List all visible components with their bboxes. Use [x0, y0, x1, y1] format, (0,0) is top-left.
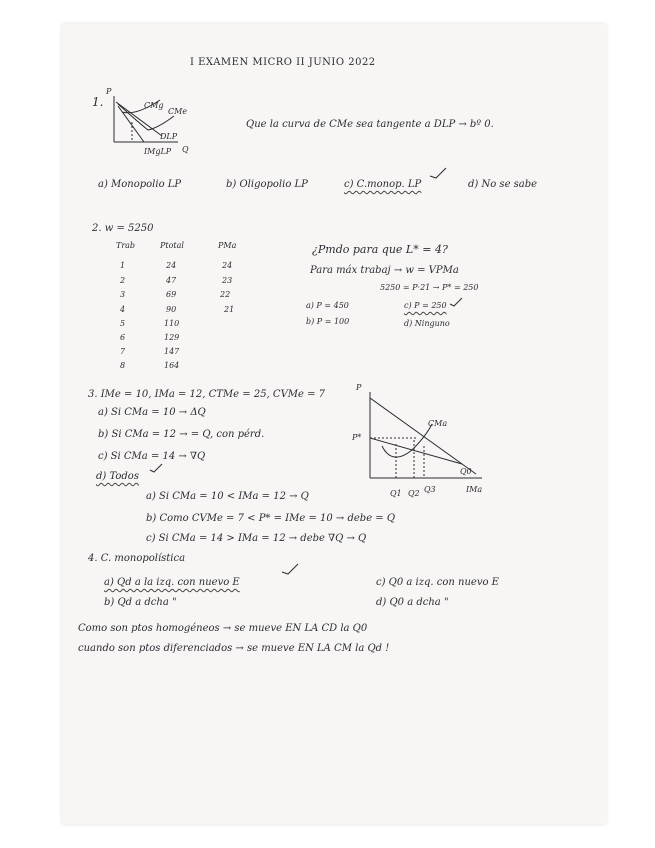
q3-q3-label: Q3	[424, 485, 436, 494]
q3-q2-label: Q2	[408, 489, 420, 498]
q4-option-b: b) Qd a dcha "	[104, 597, 177, 608]
q3-option-c: c) Si CMa = 14 → ∇Q	[98, 451, 206, 462]
q3-option-b: b) Si CMa = 12 → = Q, con pérd.	[98, 429, 265, 440]
q1-option-a: a) Monopolio LP	[98, 179, 182, 190]
q2-r6-trab: 6	[120, 333, 126, 342]
q2-r8-pt: 164	[164, 361, 180, 370]
q2-col-pma: PMa	[218, 241, 237, 250]
q4-note2: cuando son ptos diferenciados → se mueve EN LA CM la Qd !	[78, 643, 390, 654]
q1-img-label: IMgLP	[144, 147, 172, 156]
q1-statement: Que la curva de CMe sea tangente a DLP → bº 0.	[246, 119, 494, 130]
q2-line1: Para máx trabaj → w = VPMa	[310, 265, 459, 276]
q2-question: ¿Pmdo para que L* = 4?	[312, 243, 448, 256]
q2-col-trab: Trab	[116, 241, 136, 250]
q1-check-icon	[428, 166, 448, 180]
q3-check-icon	[148, 462, 164, 474]
q1-cme-label: CMe	[168, 107, 188, 116]
q3-p-label: P	[356, 383, 362, 392]
q2-r4-pma: 21	[224, 305, 235, 314]
q3-demand-line	[370, 438, 462, 464]
q3-expl-c: c) Si CMa = 14 > IMa = 12 → debe ∇Q → Q	[146, 533, 367, 544]
q1-cmg-label: CMg	[144, 101, 164, 110]
q2-r3-pt: 69	[166, 290, 177, 299]
q2-header: 2. w = 5250	[92, 223, 154, 234]
q2-option-d: d) Ninguno	[404, 319, 450, 328]
q1-dlp-label: DLP	[160, 132, 178, 141]
q3-option-d: d) Todos	[96, 471, 139, 482]
q3-q0-label: Q0	[460, 467, 472, 476]
q2-check-icon	[448, 296, 464, 308]
q3-header: 3. IMe = 10, IMa = 12, CTMe = 25, CVMe = 7	[88, 389, 326, 400]
q2-r1-pma: 24	[222, 261, 233, 270]
q3-cma-label: CMa	[428, 419, 448, 428]
q2-r4-trab: 4	[120, 305, 126, 314]
q1-p-label: P	[106, 87, 112, 96]
q2-r2-trab: 2	[120, 276, 126, 285]
q3-expl-a: a) Si CMa = 10 < IMa = 12 → Q	[146, 491, 309, 502]
q4-header: 4. C. monopolística	[88, 553, 186, 564]
q2-r2-pt: 47	[166, 276, 177, 285]
q4-note1: Como son ptos homogéneos → se mueve EN LA CD la Q0	[78, 623, 368, 634]
q2-option-b: b) P = 100	[306, 317, 350, 326]
q3-img-label: IMa	[466, 485, 483, 494]
q4-option-a: a) Qd a la izq. con nuevo E	[104, 577, 240, 588]
q2-r8-trab: 8	[120, 361, 126, 370]
q1-option-c: c) C.monop. LP	[344, 179, 422, 190]
q1-option-d: d) No se sabe	[468, 179, 538, 190]
q2-r2-pma: 23	[222, 276, 233, 285]
q2-r3-trab: 3	[120, 290, 126, 299]
q3-cma-curve	[382, 424, 432, 457]
q1-number: 1.	[92, 95, 104, 109]
q4-option-d: d) Q0 a dcha "	[376, 597, 449, 608]
q3-expl-b: b) Como CVMe = 7 < P* = IMe = 10 → debe = Q	[146, 513, 396, 524]
q1-option-b: b) Oligopolio LP	[226, 179, 308, 190]
q2-r5-pt: 110	[164, 319, 180, 328]
q3-graph	[352, 384, 492, 500]
q2-option-c: c) P = 250	[404, 301, 447, 310]
exam-title: I EXAMEN MICRO II JUNIO 2022	[190, 57, 376, 68]
q2-option-a: a) P = 450	[306, 301, 349, 310]
q3-pstar-label: P*	[352, 433, 362, 442]
q2-r1-trab: 1	[120, 261, 126, 270]
q2-r5-trab: 5	[120, 319, 126, 328]
q3-ima-line	[370, 398, 476, 474]
q2-col-ptotal: Ptotal	[160, 241, 184, 250]
q2-line2: 5250 = P·21 → P* = 250	[380, 283, 479, 292]
q3-option-a: a) Si CMa = 10 → ΔQ	[98, 407, 206, 418]
q2-r1-pt: 24	[166, 261, 177, 270]
q2-r7-pt: 147	[164, 347, 180, 356]
q2-r6-pt: 129	[164, 333, 180, 342]
q2-r4-pt: 90	[166, 305, 177, 314]
q4-check-icon	[280, 562, 300, 576]
q1-q-label: Q	[182, 145, 189, 154]
q2-r7-trab: 7	[120, 347, 126, 356]
q3-q1-label: Q1	[390, 489, 402, 498]
q2-r3-pma: 22	[220, 290, 231, 299]
q4-option-c: c) Q0 a izq. con nuevo E	[376, 577, 499, 588]
